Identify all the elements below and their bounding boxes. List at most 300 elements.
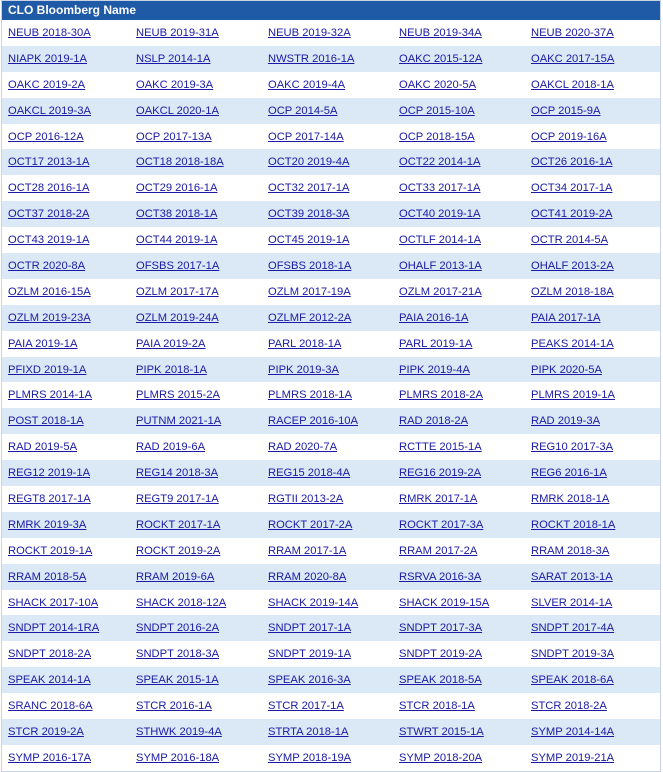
table-cell (262, 434, 393, 460)
table-cell (130, 175, 262, 201)
clo-name-link[interactable]: OCT17 2013-1A (8, 156, 90, 169)
clo-name-link[interactable]: OCT45 2019-1A (268, 234, 350, 247)
clo-name-link[interactable]: ROCKT 2017-3A (399, 518, 484, 531)
clo-name-link[interactable]: NIAPK 2019-1A (8, 52, 87, 65)
clo-name-link[interactable]: PIPK 2020-5A (531, 363, 602, 376)
clo-name-link[interactable]: SYMP 2016-17A (8, 751, 92, 764)
clo-name-link[interactable]: SYMP 2019-21A (531, 751, 615, 764)
clo-name-link[interactable]: OHALF 2013-1A (399, 259, 482, 272)
table-cell (2, 719, 130, 745)
table-cell (130, 20, 262, 46)
clo-name-link[interactable]: PAIA 2019-1A (8, 337, 78, 350)
clo-name-link[interactable]: OFSBS 2018-1A (268, 259, 352, 272)
table-cell (525, 357, 660, 383)
clo-name-link[interactable]: OCT38 2018-1A (136, 208, 218, 221)
table-row (2, 149, 660, 175)
table-row (2, 408, 660, 434)
table-cell (2, 667, 130, 693)
table-cell (130, 408, 262, 434)
table-cell (393, 615, 525, 641)
clo-name-link[interactable]: PAIA 2019-2A (136, 337, 206, 350)
clo-name-link[interactable]: NEUB 2018-30A (8, 26, 91, 39)
clo-name-link[interactable]: OCT18 2018-18A (136, 156, 224, 169)
table-cell (130, 357, 262, 383)
table-cell (2, 434, 130, 460)
table-cell (130, 512, 262, 538)
clo-name-link[interactable]: OCT33 2017-1A (399, 182, 481, 195)
table-cell (130, 382, 262, 408)
table-cell (130, 667, 262, 693)
table-cell (525, 253, 660, 279)
clo-name-link[interactable]: REG10 2017-3A (531, 441, 614, 454)
clo-name-link[interactable]: SARAT 2013-1A (531, 570, 613, 583)
clo-name-link[interactable]: RSRVA 2016-3A (399, 570, 482, 583)
clo-name-link[interactable]: OCP 2015-9A (531, 104, 601, 117)
table-cell (130, 564, 262, 590)
table-cell (130, 538, 262, 564)
clo-name-link[interactable]: PIPK 2018-1A (136, 363, 207, 376)
clo-name-link[interactable]: OCT32 2017-1A (268, 182, 350, 195)
clo-name-link[interactable]: PARL 2019-1A (399, 337, 473, 350)
clo-name-link[interactable]: SNDPT 2019-2A (399, 648, 483, 661)
clo-name-link[interactable]: STCR 2016-1A (136, 700, 212, 713)
clo-name-link[interactable]: OAKC 2020-5A (399, 78, 477, 91)
table-cell (262, 486, 393, 512)
clo-name-link[interactable]: RRAM 2018-5A (8, 570, 87, 583)
table-cell (525, 227, 660, 253)
clo-name-link[interactable]: OAKCL 2020-1A (136, 104, 219, 117)
clo-name-link[interactable]: REGT8 2017-1A (8, 492, 91, 505)
table-cell (2, 305, 130, 331)
clo-name-link[interactable]: STCR 2017-1A (268, 700, 344, 713)
clo-name-link[interactable]: RAD 2019-5A (8, 441, 78, 454)
table-cell (393, 590, 525, 616)
clo-name-link[interactable]: RGTII 2013-2A (268, 492, 344, 505)
clo-name-link[interactable]: STCR 2019-2A (8, 725, 84, 738)
clo-name-link[interactable]: RAD 2019-6A (136, 441, 206, 454)
table-cell (525, 124, 660, 150)
clo-name-link[interactable]: SNDPT 2018-2A (8, 648, 92, 661)
clo-name-link[interactable]: SHACK 2019-15A (399, 596, 490, 609)
table-row (2, 227, 660, 253)
table-cell (130, 460, 262, 486)
clo-name-link[interactable]: RMRK 2018-1A (531, 492, 610, 505)
clo-name-link[interactable]: STCR 2018-2A (531, 700, 607, 713)
clo-name-link[interactable]: OZLM 2017-17A (136, 285, 219, 298)
table-cell (262, 719, 393, 745)
table-cell (262, 124, 393, 150)
clo-name-link[interactable]: SPEAK 2018-5A (399, 674, 482, 687)
clo-name-link[interactable]: SPEAK 2015-1A (136, 674, 219, 687)
clo-name-link[interactable]: RACEP 2016-10A (268, 415, 358, 428)
clo-name-link[interactable]: OFSBS 2017-1A (136, 259, 220, 272)
table-cell (393, 434, 525, 460)
table-row (2, 357, 660, 383)
clo-name-link[interactable]: OCT22 2014-1A (399, 156, 481, 169)
clo-name-link[interactable]: NSLP 2014-1A (136, 52, 211, 65)
table-cell (525, 460, 660, 486)
clo-name-link[interactable]: PUTNM 2021-1A (136, 415, 222, 428)
clo-name-link[interactable]: SNDPT 2019-1A (268, 648, 352, 661)
clo-name-link[interactable]: NWSTR 2016-1A (268, 52, 355, 65)
clo-name-link[interactable]: SNDPT 2014-1RA (8, 622, 100, 635)
table-cell (130, 124, 262, 150)
table-cell (393, 149, 525, 175)
table-row (2, 538, 660, 564)
table-row (2, 331, 660, 357)
clo-name-link[interactable]: SHACK 2017-10A (8, 596, 99, 609)
clo-name-link[interactable]: PLMRS 2014-1A (8, 389, 92, 402)
table-cell (262, 227, 393, 253)
clo-name-link[interactable]: OCT29 2016-1A (136, 182, 218, 195)
table-cell (525, 305, 660, 331)
clo-name-link[interactable]: SHACK 2019-14A (268, 596, 359, 609)
table-cell (525, 175, 660, 201)
clo-name-link[interactable]: NEUB 2019-32A (268, 26, 351, 39)
clo-name-link[interactable]: SNDPT 2017-3A (399, 622, 483, 635)
table-cell (130, 227, 262, 253)
clo-name-link[interactable]: OCT37 2018-2A (8, 208, 90, 221)
clo-name-link[interactable]: REG15 2018-4A (268, 467, 351, 480)
table-cell (130, 253, 262, 279)
table-cell (262, 72, 393, 98)
clo-name-link[interactable]: SYMP 2016-18A (136, 751, 220, 764)
clo-name-link[interactable]: OCT26 2016-1A (531, 156, 613, 169)
clo-name-link[interactable]: OAKCL 2018-1A (531, 78, 614, 91)
clo-name-link[interactable]: OCP 2017-14A (268, 130, 344, 143)
table-cell (262, 175, 393, 201)
clo-name-link[interactable]: REG6 2016-1A (531, 467, 607, 480)
clo-name-link[interactable]: REG16 2019-2A (399, 467, 482, 480)
clo-name-link[interactable]: PIPK 2019-4A (399, 363, 470, 376)
table-cell (2, 408, 130, 434)
table-cell (130, 641, 262, 667)
table-body (2, 20, 660, 771)
table-cell (2, 175, 130, 201)
table-cell (2, 641, 130, 667)
clo-name-link[interactable]: OZLMF 2012-2A (268, 311, 352, 324)
table-cell (2, 279, 130, 305)
clo-name-link[interactable]: STCR 2018-1A (399, 700, 475, 713)
clo-name-link[interactable]: PLMRS 2015-2A (136, 389, 220, 402)
table-cell (130, 693, 262, 719)
table-cell (2, 149, 130, 175)
table-cell (262, 460, 393, 486)
table-row (2, 175, 660, 201)
clo-name-link[interactable]: OZLM 2017-19A (268, 285, 351, 298)
table-cell (525, 590, 660, 616)
table-cell (262, 615, 393, 641)
table-row (2, 434, 660, 460)
table-row (2, 72, 660, 98)
table-row (2, 745, 660, 771)
clo-name-link[interactable]: RMRK 2019-3A (8, 518, 87, 531)
table-cell (393, 201, 525, 227)
table-row (2, 124, 660, 150)
clo-name-link[interactable]: SYMP 2014-14A (531, 725, 615, 738)
table-cell (393, 124, 525, 150)
clo-name-link[interactable]: PARL 2018-1A (268, 337, 342, 350)
table-cell (262, 382, 393, 408)
table-cell (393, 641, 525, 667)
clo-name-link[interactable]: OCP 2016-12A (8, 130, 84, 143)
table-cell (262, 667, 393, 693)
table-cell (393, 253, 525, 279)
clo-name-link[interactable]: SYMP 2018-19A (268, 751, 352, 764)
table-cell (525, 538, 660, 564)
clo-name-link[interactable]: OCP 2019-16A (531, 130, 607, 143)
table-header: CLO Bloomberg Name (2, 1, 660, 20)
table-cell (262, 357, 393, 383)
clo-name-link[interactable]: RRAM 2017-2A (399, 544, 478, 557)
table-cell (393, 512, 525, 538)
table-cell (393, 20, 525, 46)
table-cell (525, 486, 660, 512)
clo-name-link[interactable]: OCTR 2020-8A (8, 259, 86, 272)
table-cell (2, 615, 130, 641)
table-row (2, 641, 660, 667)
clo-name-link[interactable]: SYMP 2018-20A (399, 751, 483, 764)
table-cell (525, 745, 660, 771)
clo-name-link[interactable]: OZLM 2016-15A (8, 285, 91, 298)
table-cell (262, 641, 393, 667)
clo-name-link[interactable]: SLVER 2014-1A (531, 596, 613, 609)
clo-name-link[interactable]: NEUB 2019-34A (399, 26, 482, 39)
table-cell (262, 564, 393, 590)
clo-name-link[interactable]: ROCKT 2017-1A (136, 518, 221, 531)
table-row (2, 486, 660, 512)
table-cell (2, 486, 130, 512)
clo-name-link[interactable]: OZLM 2017-21A (399, 285, 482, 298)
clo-name-link[interactable]: SPEAK 2016-3A (268, 674, 351, 687)
table-cell (2, 590, 130, 616)
clo-name-link[interactable]: OCTR 2014-5A (531, 234, 609, 247)
clo-name-link[interactable]: RAD 2020-7A (268, 441, 338, 454)
clo-name-link[interactable]: OCT40 2019-1A (399, 208, 481, 221)
table-cell (525, 331, 660, 357)
clo-name-link[interactable]: OZLM 2019-24A (136, 311, 219, 324)
table-row (2, 615, 660, 641)
clo-name-link[interactable]: ROCKT 2017-2A (268, 518, 353, 531)
table-cell (130, 331, 262, 357)
table-cell (2, 98, 130, 124)
clo-name-link[interactable]: PLMRS 2019-1A (531, 389, 615, 402)
table-cell (393, 382, 525, 408)
clo-name-link[interactable]: OCT44 2019-1A (136, 234, 218, 247)
clo-name-link[interactable]: NEUB 2020-37A (531, 26, 614, 39)
clo-name-link[interactable]: SRANC 2018-6A (8, 700, 93, 713)
table-cell (2, 72, 130, 98)
clo-name-link[interactable]: RRAM 2017-1A (268, 544, 347, 557)
clo-name-link[interactable]: OAKC 2019-4A (268, 78, 346, 91)
table-cell (393, 667, 525, 693)
clo-name-link[interactable]: OZLM 2019-23A (8, 311, 91, 324)
table-cell (393, 486, 525, 512)
table-cell (262, 279, 393, 305)
clo-name-link[interactable]: SNDPT 2016-2A (136, 622, 220, 635)
table-cell (525, 667, 660, 693)
table-cell (2, 124, 130, 150)
clo-name-link[interactable]: REG14 2018-3A (136, 467, 219, 480)
table-cell (525, 149, 660, 175)
clo-name-link[interactable]: PIPK 2019-3A (268, 363, 339, 376)
clo-name-link[interactable]: SNDPT 2019-3A (531, 648, 615, 661)
clo-name-link[interactable]: ROCKT 2019-1A (8, 544, 93, 557)
table-cell (525, 641, 660, 667)
table-cell (130, 72, 262, 98)
table-cell (2, 512, 130, 538)
table-cell (393, 46, 525, 72)
table-row (2, 279, 660, 305)
table-cell (2, 331, 130, 357)
table-cell (2, 745, 130, 771)
table-cell (262, 46, 393, 72)
table-cell (262, 745, 393, 771)
clo-name-link[interactable]: REG12 2019-1A (8, 467, 91, 480)
clo-name-link[interactable]: OAKC 2017-15A (531, 52, 615, 65)
clo-name-link[interactable]: PEAKS 2014-1A (531, 337, 614, 350)
clo-name-link[interactable]: RAD 2019-3A (531, 415, 601, 428)
table-cell (262, 538, 393, 564)
table-cell (130, 149, 262, 175)
clo-name-link[interactable]: OHALF 2013-2A (531, 259, 614, 272)
table-cell (262, 305, 393, 331)
clo-name-link[interactable]: SNDPT 2018-3A (136, 648, 220, 661)
table-cell (393, 227, 525, 253)
table-cell (2, 253, 130, 279)
clo-name-table-panel (1, 0, 661, 772)
clo-name-link[interactable]: RCTTE 2015-1A (399, 441, 482, 454)
clo-name-link[interactable]: OCP 2015-10A (399, 104, 475, 117)
table-cell (262, 693, 393, 719)
table-cell (525, 434, 660, 460)
clo-name-table (2, 20, 660, 771)
table-cell (525, 20, 660, 46)
clo-name-link[interactable]: RRAM 2019-6A (136, 570, 215, 583)
table-cell (2, 46, 130, 72)
table-row (2, 253, 660, 279)
table-cell (130, 98, 262, 124)
clo-name-link[interactable]: OZLM 2018-18A (531, 285, 614, 298)
table-row (2, 382, 660, 408)
table-cell (262, 20, 393, 46)
clo-name-link[interactable]: RRAM 2018-3A (531, 544, 610, 557)
clo-name-link[interactable]: OAKC 2019-3A (136, 78, 214, 91)
clo-name-link[interactable]: STWRT 2015-1A (399, 725, 484, 738)
table-cell (525, 201, 660, 227)
clo-name-link[interactable]: POST 2018-1A (8, 415, 84, 428)
table-cell (262, 590, 393, 616)
table-cell (393, 460, 525, 486)
table-cell (262, 149, 393, 175)
clo-name-link[interactable]: SPEAK 2018-6A (531, 674, 614, 687)
table-row (2, 98, 660, 124)
clo-name-link[interactable]: PAIA 2017-1A (531, 311, 601, 324)
clo-name-link[interactable]: PFIXD 2019-1A (8, 363, 87, 376)
clo-name-link[interactable]: OCT34 2017-1A (531, 182, 613, 195)
table-cell (262, 253, 393, 279)
table-row (2, 719, 660, 745)
table-cell (2, 227, 130, 253)
table-cell (393, 719, 525, 745)
clo-name-link[interactable]: RAD 2018-2A (399, 415, 469, 428)
table-cell (130, 745, 262, 771)
clo-name-link[interactable]: SPEAK 2014-1A (8, 674, 91, 687)
table-cell (130, 279, 262, 305)
clo-name-link[interactable]: SNDPT 2017-1A (268, 622, 352, 635)
table-row (2, 201, 660, 227)
clo-name-link[interactable]: SHACK 2018-12A (136, 596, 227, 609)
clo-name-link[interactable]: OCT20 2019-4A (268, 156, 350, 169)
table-row (2, 590, 660, 616)
clo-name-link[interactable]: OCP 2017-13A (136, 130, 212, 143)
table-cell (525, 279, 660, 305)
clo-name-link[interactable]: NEUB 2019-31A (136, 26, 219, 39)
clo-name-link[interactable]: OAKC 2019-2A (8, 78, 86, 91)
table-cell (525, 564, 660, 590)
table-cell (262, 201, 393, 227)
table-cell (525, 512, 660, 538)
clo-name-link[interactable]: REGT9 2017-1A (136, 492, 219, 505)
table-cell (130, 46, 262, 72)
table-cell (130, 590, 262, 616)
clo-name-link[interactable]: OCP 2014-5A (268, 104, 338, 117)
table-cell (525, 382, 660, 408)
clo-name-link[interactable]: STRTA 2018-1A (268, 725, 349, 738)
table-cell (2, 460, 130, 486)
table-cell (393, 175, 525, 201)
table-row (2, 512, 660, 538)
clo-name-link[interactable]: OCTLF 2014-1A (399, 234, 482, 247)
table-cell (525, 615, 660, 641)
clo-name-link[interactable]: ROCKT 2019-2A (136, 544, 221, 557)
clo-name-link[interactable]: RRAM 2020-8A (268, 570, 347, 583)
table-cell (2, 564, 130, 590)
table-cell (393, 72, 525, 98)
table-cell (393, 331, 525, 357)
clo-name-link[interactable]: OCT43 2019-1A (8, 234, 90, 247)
clo-name-link[interactable]: OAKCL 2019-3A (8, 104, 91, 117)
clo-name-link[interactable]: SNDPT 2017-4A (531, 622, 615, 635)
clo-name-link[interactable]: OAKC 2015-12A (399, 52, 483, 65)
table-cell (2, 20, 130, 46)
table-cell (393, 305, 525, 331)
clo-name-link[interactable]: ROCKT 2018-1A (531, 518, 616, 531)
table-cell (393, 564, 525, 590)
table-cell (393, 408, 525, 434)
clo-name-link[interactable]: PLMRS 2018-2A (399, 389, 483, 402)
clo-name-link[interactable]: OCT28 2016-1A (8, 182, 90, 195)
table-cell (525, 693, 660, 719)
table-row (2, 46, 660, 72)
clo-name-link[interactable]: RMRK 2017-1A (399, 492, 478, 505)
table-cell (525, 719, 660, 745)
clo-name-link[interactable]: PLMRS 2018-1A (268, 389, 352, 402)
clo-name-link[interactable]: OCP 2018-15A (399, 130, 475, 143)
table-row (2, 693, 660, 719)
table-cell (2, 382, 130, 408)
clo-name-link[interactable]: OCT41 2019-2A (531, 208, 613, 221)
table-cell (2, 693, 130, 719)
table-cell (2, 357, 130, 383)
clo-name-link[interactable]: PAIA 2016-1A (399, 311, 469, 324)
table-cell (130, 434, 262, 460)
clo-name-link[interactable]: STHWK 2019-4A (136, 725, 222, 738)
table-cell (393, 745, 525, 771)
clo-name-link[interactable]: OCT39 2018-3A (268, 208, 350, 221)
table-row (2, 460, 660, 486)
table-cell (393, 693, 525, 719)
